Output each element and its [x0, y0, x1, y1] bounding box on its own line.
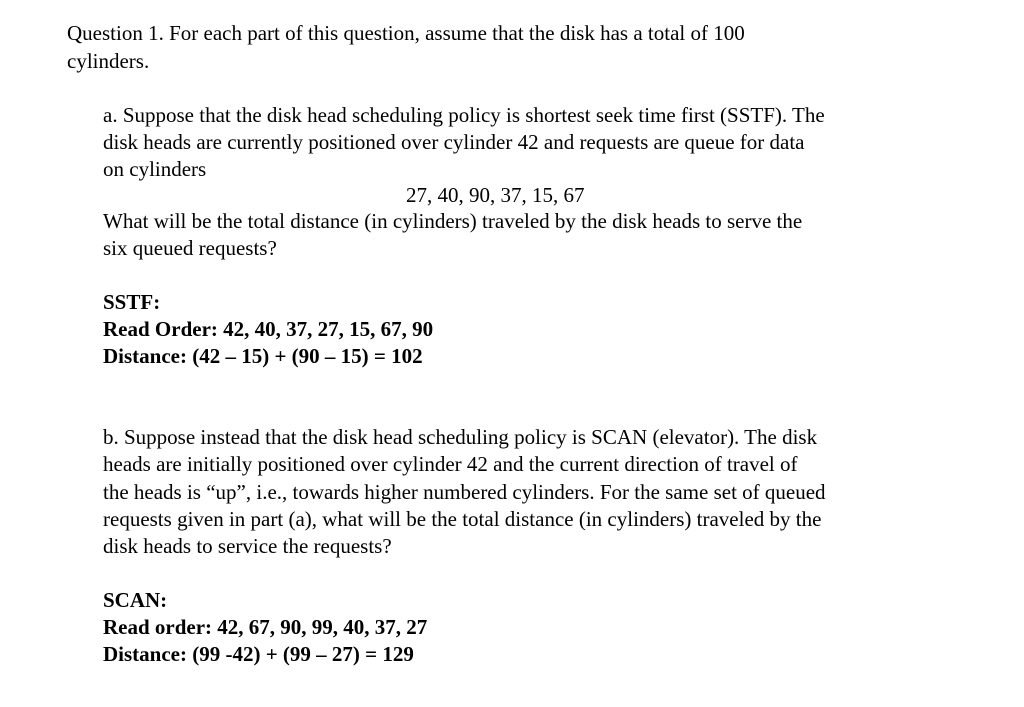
scan-read-order: Read order: 42, 67, 90, 99, 40, 37, 27: [103, 615, 428, 639]
part-a-line-1: a. Suppose that the disk head scheduling policy is shortest seek time first (SSTF). The: [103, 103, 825, 127]
request-sequence: 27, 40, 90, 37, 15, 67: [406, 183, 585, 207]
part-a-question-line-1: What will be the total distance (in cylinders) traveled by the disk heads to serve the: [103, 209, 803, 233]
sstf-distance: Distance: (42 – 15) + (90 – 15) = 102: [103, 344, 423, 368]
scan-distance: Distance: (99 -42) + (99 – 27) = 129: [103, 642, 414, 666]
part-a-question-line-2: six queued requests?: [103, 236, 277, 260]
part-b-line-2: heads are initially positioned over cylinder 42 and the current direction of travel of: [103, 452, 798, 476]
sstf-read-order: Read Order: 42, 40, 37, 27, 15, 67, 90: [103, 317, 434, 341]
part-b-line-4: requests given in part (a), what will be the total distance (in cylinders) traveled by the: [103, 507, 822, 531]
part-b-line-1: b. Suppose instead that the disk head scheduling policy is SCAN (elevator). The disk: [103, 425, 818, 449]
part-a-line-2: disk heads are currently positioned over cylinder 42 and requests are queue for data: [103, 130, 805, 154]
question-line-2: cylinders.: [67, 49, 150, 73]
part-b-line-5: disk heads to service the requests?: [103, 534, 392, 558]
scan-heading: SCAN:: [103, 588, 168, 612]
part-b-line-3: the heads is “up”, i.e., towards higher numbered cylinders. For the same set of queued: [103, 480, 826, 504]
question-line-1: Question 1. For each part of this question, assume that the disk has a total of 100: [67, 21, 745, 45]
part-a-line-3: on cylinders: [103, 157, 207, 181]
sstf-heading: SSTF:: [103, 290, 161, 314]
